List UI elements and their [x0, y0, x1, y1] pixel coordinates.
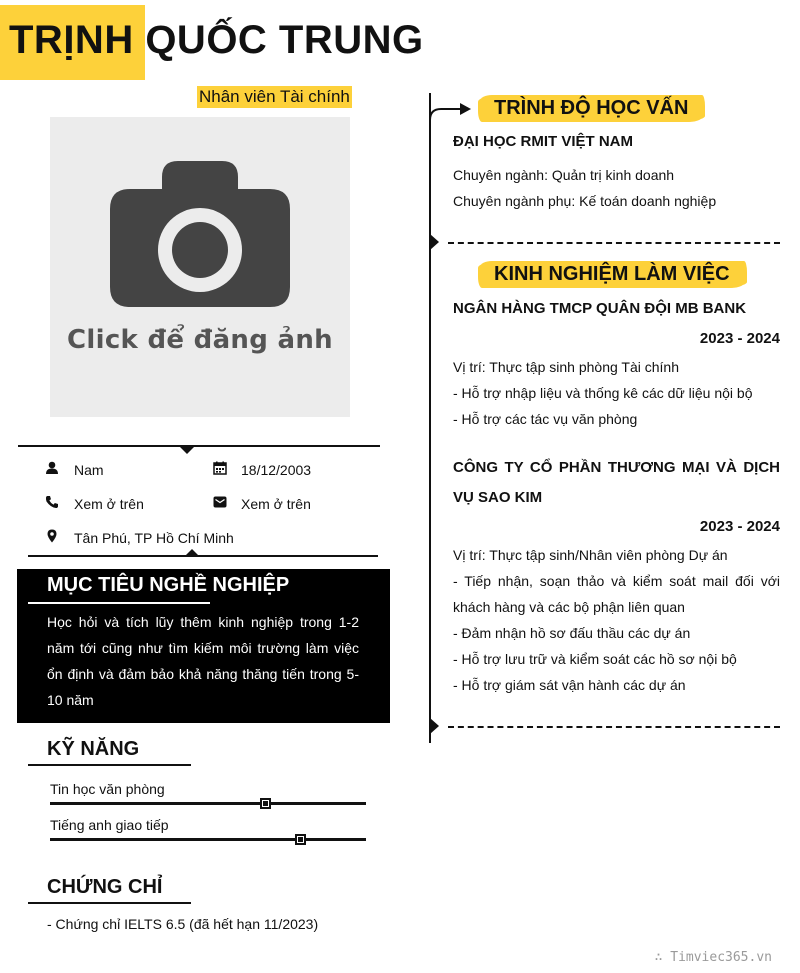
arrow-right-icon [429, 100, 473, 122]
job-duty: - Hỗ trợ các tác vụ văn phòng [453, 411, 638, 427]
timeline-marker [430, 234, 439, 250]
job-duty: - Hỗ trợ lưu trữ và kiểm soát các hồ sơ nội bộ [453, 651, 737, 667]
job-duty: - Hỗ trợ giám sát vận hành các dự án [453, 677, 686, 693]
email-icon [213, 495, 227, 509]
address-value: Tân Phú, TP Hồ Chí Minh [74, 530, 234, 546]
dob-value: 18/12/2003 [241, 462, 312, 478]
section-divider [448, 726, 780, 728]
section-underline [28, 902, 191, 904]
location-icon [45, 529, 59, 543]
objective-text: Học hỏi và tích lũy thêm kinh nghiệp trong 1-2 năm tới cũng như tìm kiếm môi trường làm việc ổn định và đảm bảo khả năng thăng tiến trong 5-10 năm [47, 614, 359, 708]
job-position: Vị trí: Thực tập sinh/Nhân viên phòng Dự án [453, 547, 728, 563]
job-title: Nhân viên Tài chính [199, 87, 350, 106]
photo-upload[interactable] [50, 117, 350, 417]
section-title: KỸ NĂNG [47, 738, 140, 760]
job-years: 2023 - 2024 [699, 330, 780, 347]
camera-icon [110, 161, 290, 311]
section-title: MỤC TIÊU NGHỀ NGHIỆP [47, 574, 290, 596]
divider-notch [180, 447, 194, 454]
job-duty: - Đảm nhận hồ sơ đấu thầu các dự án [453, 625, 691, 641]
calendar-icon [213, 461, 227, 475]
timeline-marker [430, 718, 439, 734]
phone-icon [45, 495, 59, 509]
phone-value: Xem ở trên [74, 496, 144, 512]
job-position: Vị trí: Thực tập sinh phòng Tài chính [453, 359, 679, 375]
section-title: TRÌNH ĐỘ HỌC VẤN [480, 95, 702, 122]
skill-level-knob [260, 798, 271, 809]
school-name: ĐẠI HỌC RMIT VIỆT NAM [453, 133, 633, 150]
skill-bar [50, 838, 366, 841]
company-name: CÔNG TY CỔ PHẦN THƯƠNG MẠI VÀ DỊCH VỤ SAO KIM [453, 459, 780, 506]
person-icon [45, 461, 59, 475]
email-value: Xem ở trên [241, 496, 311, 512]
skill-level-knob [295, 834, 306, 845]
minor-text: Chuyên ngành phụ: Kế toán doanh nghiệp [453, 193, 717, 209]
skill-label: Tin học văn phòng [50, 781, 165, 797]
certificate-item: - Chứng chỉ IELTS 6.5 (đã hết hạn 11/2023) [47, 916, 319, 932]
timeline-line [429, 93, 431, 743]
section-divider [448, 242, 780, 244]
section-underline [28, 602, 210, 604]
job-duty: - Hỗ trợ nhập liệu và thống kê các dữ liệu nội bộ [453, 385, 753, 401]
major-text: Chuyên ngành: Quản trị kinh doanh [453, 167, 675, 183]
company-name: NGÂN HÀNG TMCP QUÂN ĐỘI MB BANK [453, 300, 747, 317]
gender-value: Nam [74, 462, 104, 478]
skill-bar [50, 802, 366, 805]
watermark: ∴ Timviec365.vn [654, 950, 772, 965]
skill-label: Tiếng anh giao tiếp [50, 817, 169, 833]
section-title: KINH NGHIỆM LÀM VIỆC [480, 261, 744, 288]
contact-bottom-divider [28, 555, 378, 557]
career-objective-section [17, 569, 390, 723]
contact-top-divider [18, 445, 380, 447]
section-underline [28, 764, 191, 766]
photo-upload-caption: Click để đăng ảnh [67, 325, 333, 355]
job-years: 2023 - 2024 [699, 518, 780, 535]
job-duty: - Tiếp nhận, soạn thảo và kiểm soát mail đối với khách hàng và các bộ phận liên quan [453, 573, 780, 615]
section-title: CHỨNG CHỈ [47, 876, 163, 898]
candidate-name: TRỊNH QUỐC TRUNG [9, 18, 424, 62]
